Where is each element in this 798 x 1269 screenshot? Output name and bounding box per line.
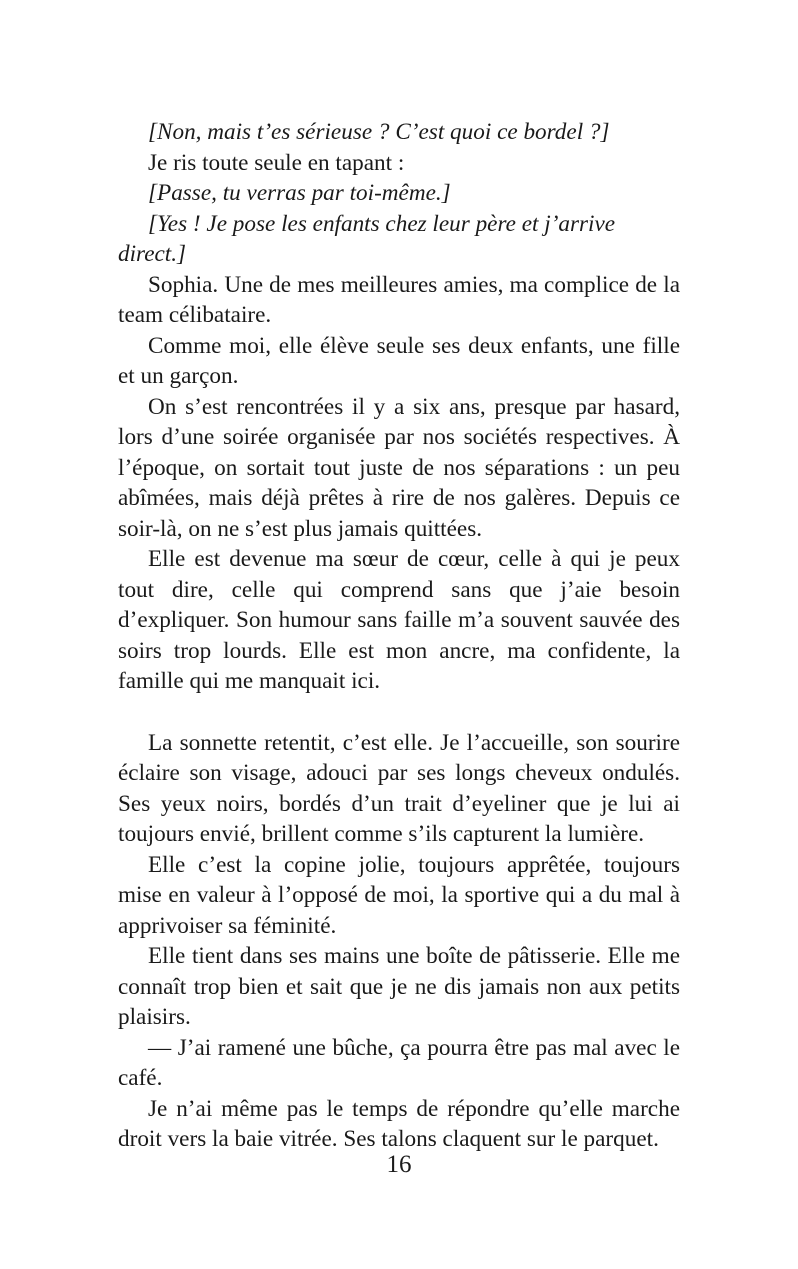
- paragraph-sophia: Sophia. Une de mes meilleures amies, ma complice de la team célibataire.: [118, 271, 680, 328]
- paragraph-typing: Je ris toute seule en tapant :: [148, 149, 405, 176]
- paragraph-sonnette: La sonnette retentit, c’est elle. Je l’accueille, son sourire éclaire son visage, adouci par ses longs cheveux ondulés. Ses yeux noirs, bordés d’un trait d’eyeliner que je lui ai toujours envié, brillent comme s’ils capturent la lumière.: [118, 729, 680, 847]
- dialogue-buche: — J’ai ramené une bûche, ça pourra être pas mal avec le café.: [118, 1034, 680, 1091]
- sms-message-1: [Non, mais t’es sérieuse ? C’est quoi ce bordel ?]: [148, 119, 610, 145]
- paragraph-soeur: Elle est devenue ma sœur de cœur, celle à qui je peux tout dire, celle qui comprend sans que j’aie besoin d’expliquer. Son humour sans faille m’a souvent sauvée des soirs trop lourds. Elle est mon ancre, ma confidente, la famille qui me manquait ici.: [118, 546, 680, 694]
- page-body: [118, 117, 680, 1155]
- page-number: 16: [386, 1151, 412, 1178]
- paragraph-baie-vitree: Je n’ai même pas le temps de répondre qu’elle marche droit vers la baie vitrée. Ses talons claquent sur le parquet.: [118, 1095, 680, 1152]
- section-break: [118, 697, 680, 728]
- sms-message-2: [Passe, tu verras par toi-même.]: [148, 180, 451, 206]
- paragraph-comme-moi: Comme moi, elle élève seule ses deux enfants, une fille et un garçon.: [118, 332, 680, 389]
- paragraph-patisserie: Elle tient dans ses mains une boîte de pâtisserie. Elle me connaît trop bien et sait que je ne dis jamais non aux petits plaisirs.: [118, 943, 680, 1030]
- sms-message-3: [Yes ! Je pose les enfants chez leur père et j’arrive direct.]: [118, 210, 616, 267]
- paragraph-copine: Elle c’est la copine jolie, toujours apprêtée, toujours mise en valeur à l’opposé de moi, la sportive qui a du mal à apprivoiser sa féminité.: [118, 851, 680, 939]
- paragraph-rencontre: On s’est rencontrées il y a six ans, presque par hasard, lors d’une soirée organisée par nos sociétés respectives. À l’époque, on sortait tout juste de nos séparations : un peu abîmées, mais déjà prêtes à rire de nos galères. Depuis ce soir-là, on ne s’est plus jamais quittées.: [118, 393, 680, 542]
